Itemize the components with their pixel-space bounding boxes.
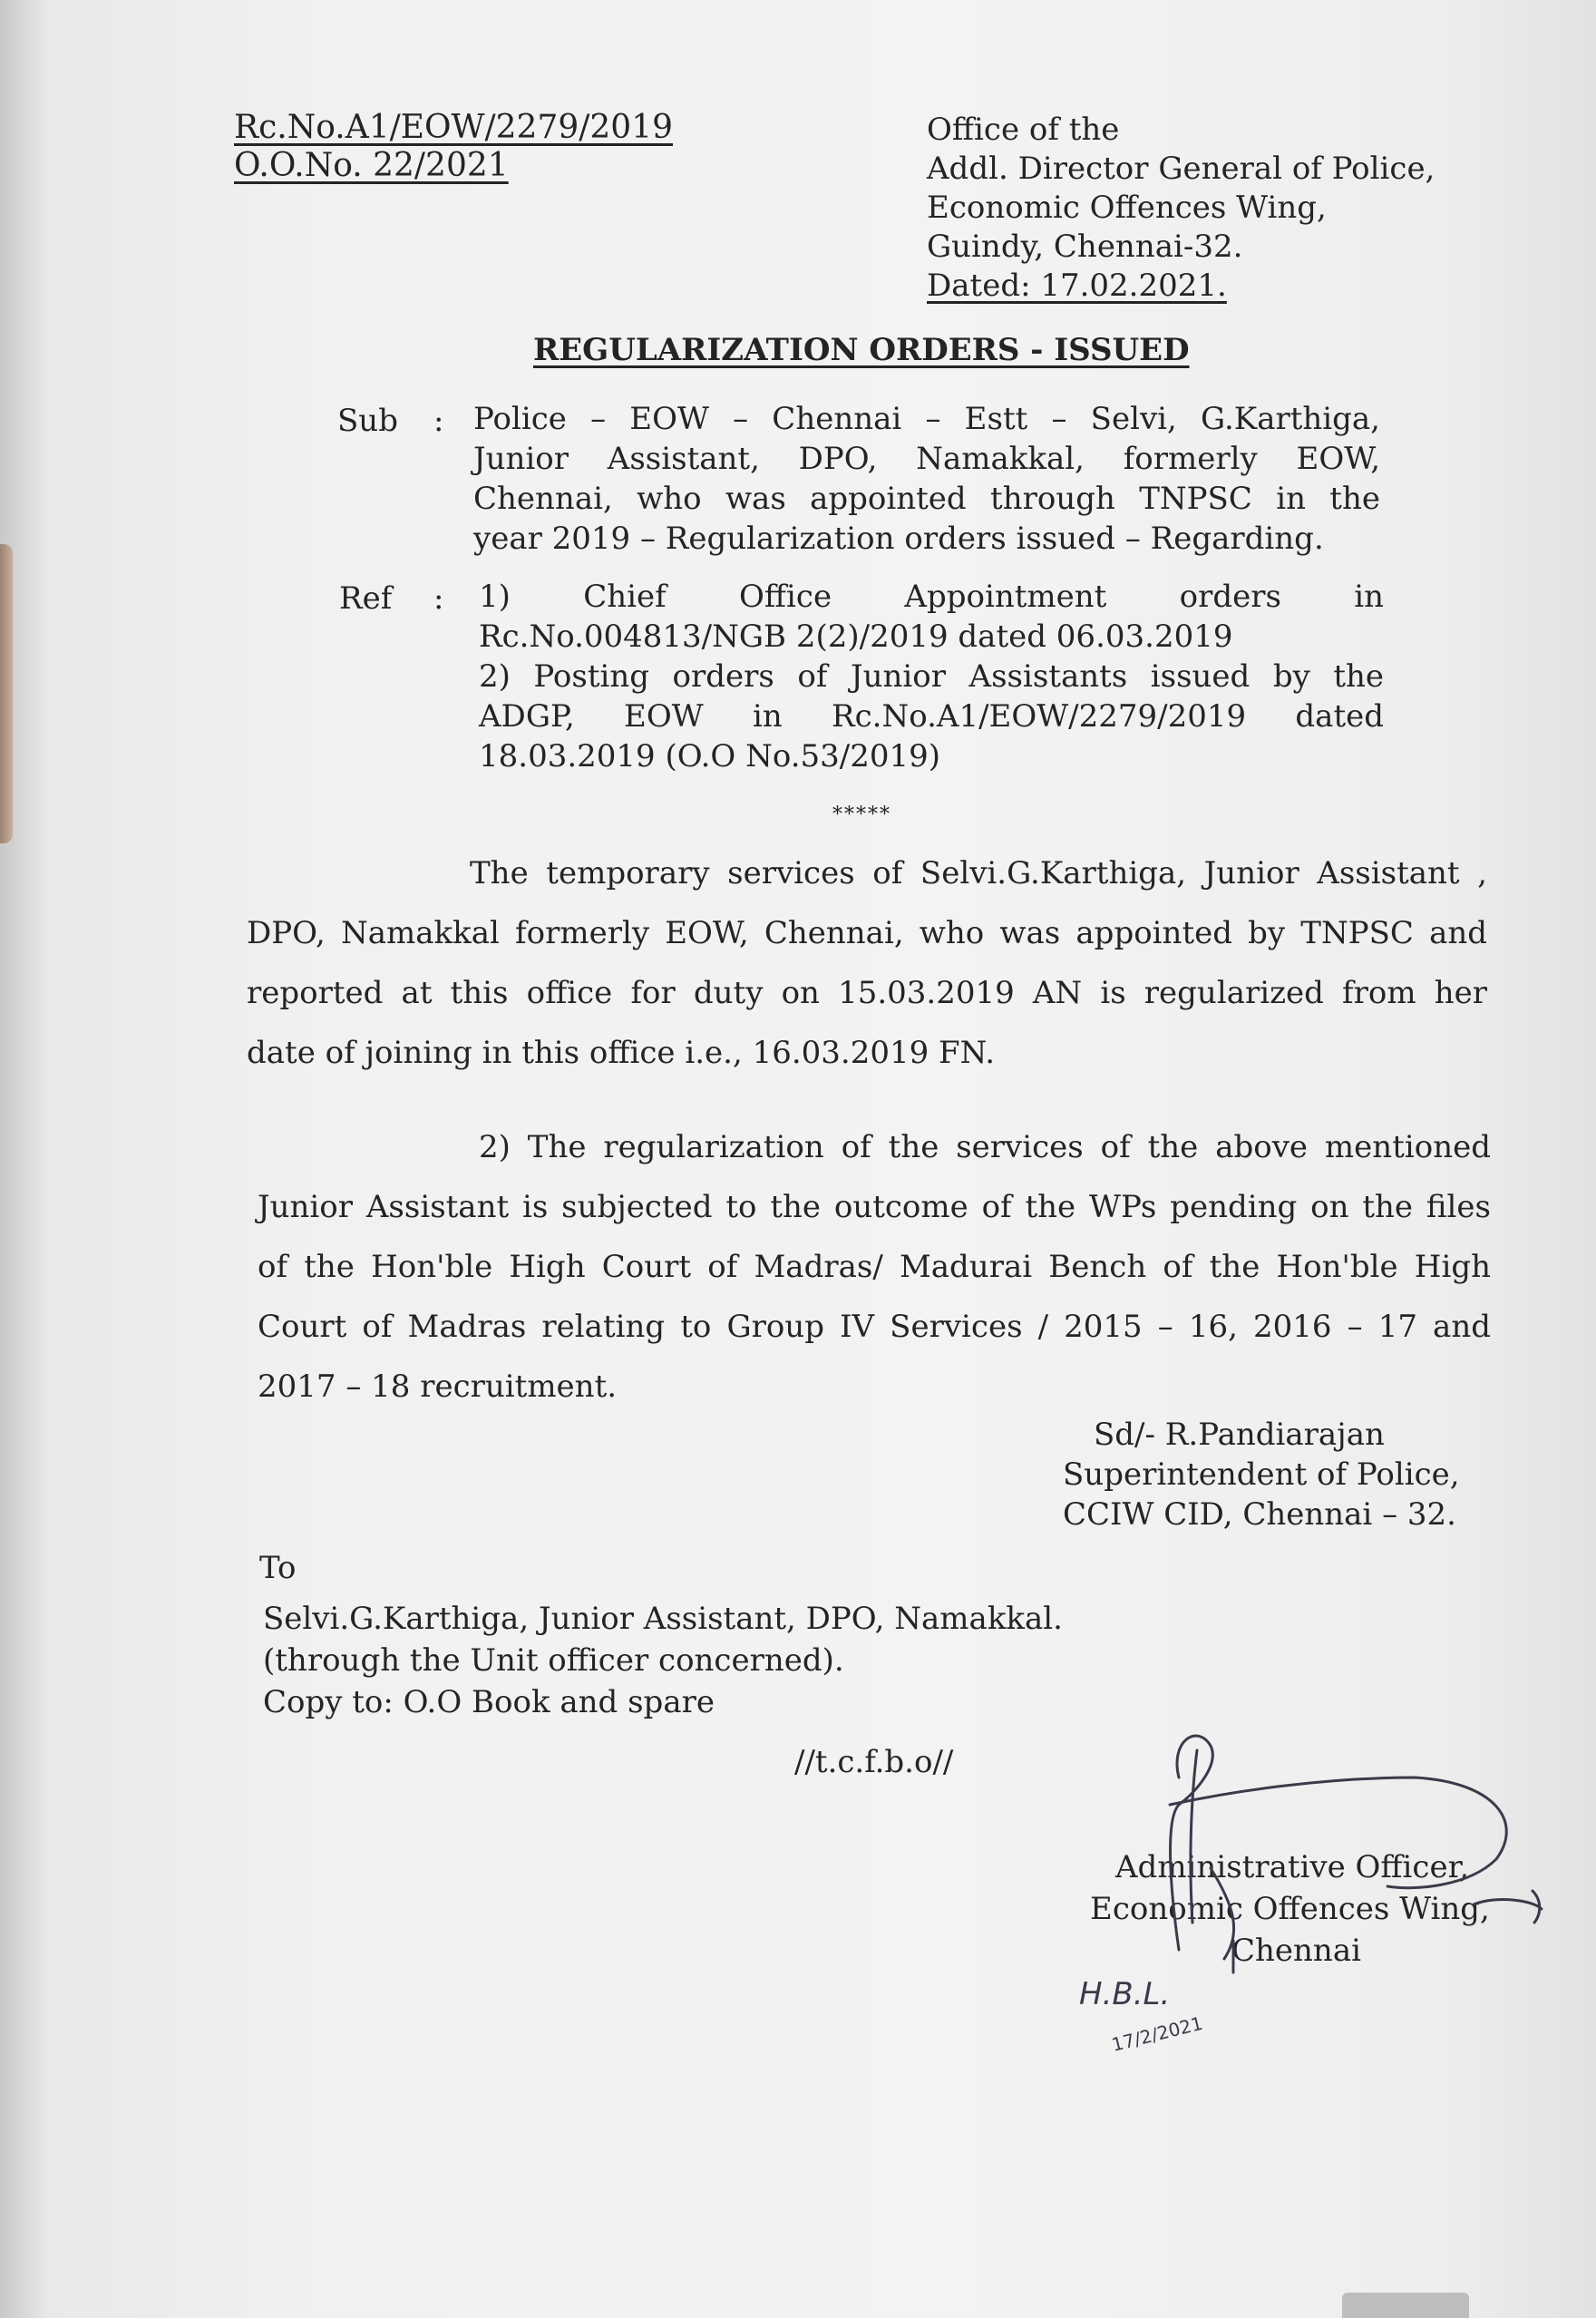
paragraph-line: reported at this office for duty on 15.03.2019 AN is regularized from her [247, 975, 1487, 1011]
paragraph-line: Court of Madras relating to Group IV Services / 2015 – 16, 2016 – 17 and [258, 1309, 1491, 1345]
reference-line: ADGP, EOW in Rc.No.A1/EOW/2279/2019 dated [479, 698, 1384, 735]
date-handwritten: 17/2/2021 [1109, 2011, 1205, 2056]
subject-line: Chennai, who was appointed through TNPSC in the [473, 481, 1380, 517]
paragraph-line: of the Hon'ble High Court of Madras/ Madurai Bench of the Hon'ble High [258, 1249, 1491, 1285]
signatory-line: CCIW CID, Chennai – 32. [1063, 1496, 1456, 1533]
rc-number: Rc.No.A1/EOW/2279/2019 [234, 109, 674, 146]
dated-line: Dated: 17.02.2021. [927, 268, 1227, 304]
reference-colon: : [433, 580, 444, 617]
office-line: Economic Offences Wing, [927, 190, 1327, 226]
subject-colon: : [433, 403, 444, 439]
reference-line: 18.03.2019 (O.O No.53/2019) [479, 738, 941, 774]
attestation-line: Chennai [1231, 1933, 1361, 1969]
subject-line: year 2019 – Regularization orders issued – Regarding. [473, 521, 1324, 557]
subject-line: Police – EOW – Chennai – Estt – Selvi, G.Karthiga, [473, 401, 1380, 437]
recipient-line: (through the Unit officer concerned). [263, 1642, 844, 1679]
tcfbo-mark: //t.c.f.b.o// [794, 1744, 954, 1780]
signatory-line: Superintendent of Police, [1063, 1456, 1460, 1493]
paragraph-line: date of joining in this office i.e., 16.03.2019 FN. [247, 1035, 996, 1071]
separator-stars: ***** [832, 804, 891, 826]
reference-line: Rc.No.004813/NGB 2(2)/2019 dated 06.03.2019 [479, 618, 1233, 655]
reference-label: Ref [339, 580, 393, 617]
attestation-line: Economic Offences Wing, [1090, 1891, 1490, 1927]
to-label: To [259, 1550, 297, 1586]
paragraph-line: 2) The regularization of the services of the above mentioned [479, 1129, 1491, 1165]
paragraph-line: DPO, Namakkal formerly EOW, Chennai, who was appointed by TNPSC and [247, 915, 1487, 951]
recipient-line: Selvi.G.Karthiga, Junior Assistant, DPO, Namakkal. [263, 1601, 1063, 1637]
page-corner [1342, 2293, 1469, 2318]
document-title: REGULARIZATION ORDERS - ISSUED [533, 332, 1190, 368]
attestation-line: Administrative Officer, [1115, 1849, 1469, 1885]
paragraph-line: Junior Assistant is subjected to the outcome of the WPs pending on the files [258, 1189, 1491, 1225]
recipient-line: Copy to: O.O Book and spare [263, 1684, 715, 1720]
paragraph-line: The temporary services of Selvi.G.Karthiga, Junior Assistant , [470, 855, 1487, 891]
oo-number: O.O.No. 22/2021 [234, 147, 509, 184]
reference-line: 2) Posting orders of Junior Assistants issued by the [479, 658, 1384, 695]
signatory-line: Sd/- R.Pandiarajan [1094, 1417, 1385, 1453]
subject-line: Junior Assistant, DPO, Namakkal, formerly EOW, [473, 441, 1380, 477]
office-line: Addl. Director General of Police, [927, 151, 1435, 187]
paragraph-line: 2017 – 18 recruitment. [258, 1368, 618, 1405]
office-line: Guindy, Chennai-32. [927, 229, 1243, 265]
subject-label: Sub [337, 403, 398, 439]
initials-handwritten: H.B.L. [1079, 1976, 1171, 2012]
reference-line: 1) Chief Office Appointment orders in [479, 579, 1384, 615]
office-line: Office of the [927, 112, 1120, 148]
